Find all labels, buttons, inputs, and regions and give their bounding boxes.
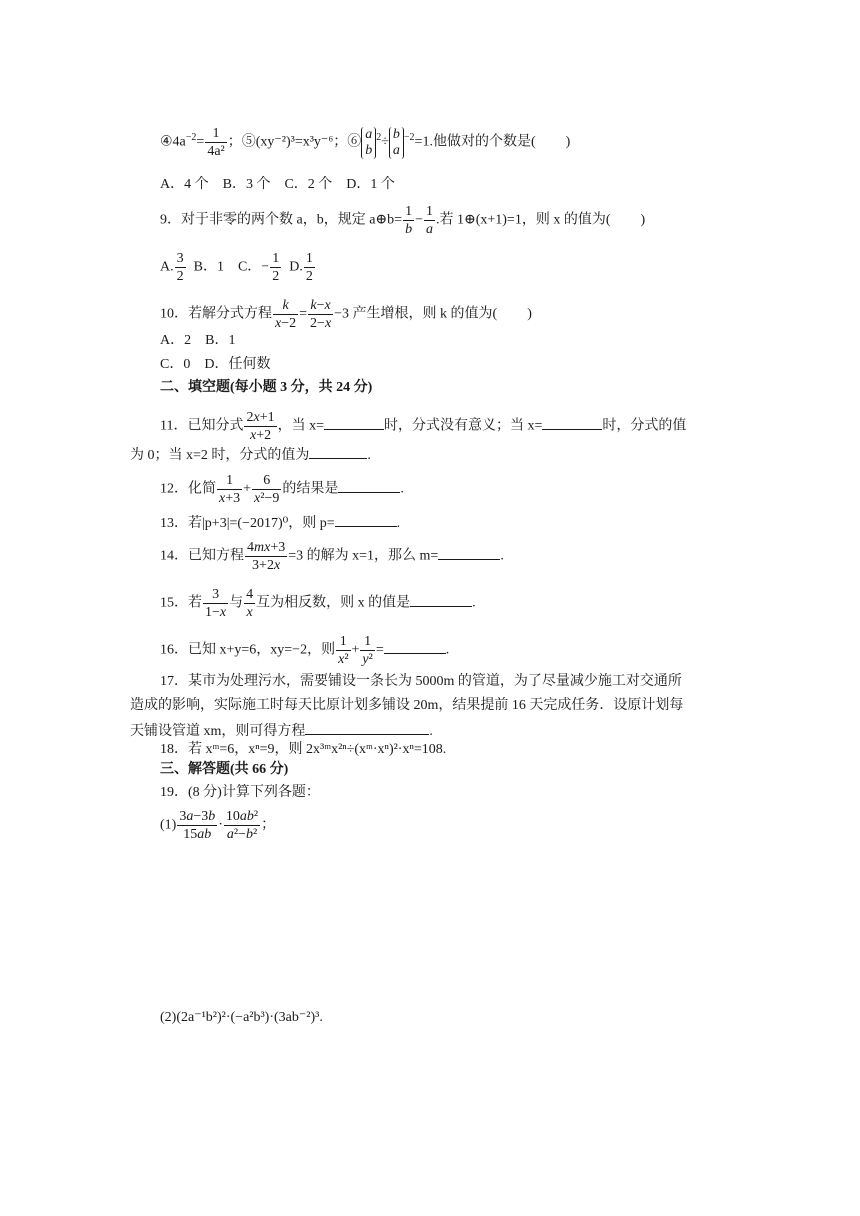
q9-opt-a: A.: [160, 259, 174, 275]
q11-text-4: 时，分式的值: [602, 418, 687, 434]
q13-line: [160, 512, 400, 534]
q19-part-1: (1) $\frac{3a-3b}{15ab}$ · $\frac{\text{10ab²}}{\text{a²−b²}}$ ；: [160, 809, 276, 842]
q15-frac-1: $\frac{3}{1-x}$: [205, 587, 227, 620]
q14-line: [160, 539, 504, 574]
q9-frac-1-2-d: $\frac{1}{2}$: [305, 251, 313, 284]
section-2-heading: 二、填空题(每小题 3 分，共 24 分): [160, 380, 373, 395]
q11-line-2: [130, 444, 371, 466]
q14-end: .: [500, 548, 504, 564]
q19-part-2: (2)(2a⁻¹b²)²·(−a²b³)·(3ab⁻²)³.: [160, 1010, 323, 1025]
q15-text: 15．若: [160, 595, 202, 611]
q8-item4-exp: −2: [185, 132, 197, 144]
q9-text: 9．对于非零的两个数 a，b，规定 a⊕b=: [160, 212, 403, 228]
q17-blank[interactable]: [305, 720, 429, 735]
q8-item4: ④4a: [160, 134, 186, 150]
q15-frac-2: $\frac{4}{x}$: [246, 587, 254, 620]
q8-close-paren: ): [565, 134, 571, 150]
q9-text-2: .若 1⊕(x+1)=1，则 x 的值为(: [435, 212, 611, 228]
frac-num: 1: [205, 125, 226, 143]
q9-opt-b-c: B．1 C．−: [193, 259, 270, 275]
q10-close-paren: ): [527, 306, 532, 322]
q12-text-2: 的结果是: [282, 481, 339, 497]
q19-part-1-label: (1): [160, 817, 177, 833]
q11-line-1: [160, 409, 686, 444]
q19-frac-2: $\frac{\text{10ab²}}{\text{a²−b²}}$: [225, 809, 259, 842]
q19-title: 19．(8 分)计算下列各题：: [160, 785, 320, 800]
q17-line-1: 17．某市为处理污水，需要铺设一条长为 5000m 的管道，为了尽量减少施工对交通所: [160, 674, 682, 689]
q9-frac-1a: $\frac{1}{a}$: [425, 204, 433, 237]
q11-blank-1[interactable]: [324, 415, 384, 430]
q8-fraction-1: [205, 125, 226, 160]
q14-text: 14．已知方程: [160, 548, 244, 564]
q11-blank-2[interactable]: [542, 415, 602, 430]
q11-text: 11．已知分式: [160, 418, 244, 434]
frac-den: 4a²: [207, 144, 225, 159]
q8-items-line: $④4a^{-2}=$ $\frac{1}{\text{4a²}}$ ；⑤(xy⁻²)³=x³y⁻⁶；⑥a $b^2\div b$ $a^{-2}=1$.他做对的个数是( ): [160, 126, 571, 159]
q12-frac-2: $\frac{6}{\text{x²−9}}$: [254, 473, 280, 506]
q16-frac-1: $\frac{1}{\text{x²}}$: [338, 634, 349, 667]
q14-blank[interactable]: [438, 545, 500, 560]
q11-text-2: ，当 x=: [277, 418, 325, 434]
q17-text: 天铺设管道 xm，则可得方程: [130, 724, 306, 739]
q11-end: .: [367, 448, 371, 463]
q10-text: 10．若解分式方程: [160, 306, 272, 322]
q9-frac-1-2: $\frac{1}{2}$: [272, 251, 280, 284]
q16-line: 16．已知 x+y=6，xy=−2，则 $\frac{1}{\text{x²}}$ + $\frac{1}{\text{y²}}$ = .: [160, 634, 450, 667]
q19-frac-1: $\frac{3a-3b}{15ab}$: [179, 809, 216, 842]
q10-options-1: A．2 B．1: [160, 333, 236, 348]
q15-text-2: 与: [229, 595, 244, 611]
q16-text: 16．已知 x+y=6，xy=−2，则: [160, 642, 336, 658]
q8-matrix-b-a: b a: [389, 127, 404, 159]
q11-text-5: 为 0；当 x=2 时，分式的值为: [130, 448, 310, 463]
q13-end: .: [396, 516, 401, 531]
q17-line-2: 造成的影响，实际施工时每天比原计划多铺设 20m，结果提前 16 天完成任务．设原计划每: [130, 698, 684, 713]
q19-part-1-end: ；: [261, 817, 276, 833]
q12-text: 12．化简: [160, 481, 216, 497]
q9-frac-1b: $\frac{1}{b}$: [405, 204, 413, 237]
q12-end: .: [400, 481, 404, 497]
q15-blank[interactable]: [410, 592, 472, 607]
q8-item5: ⑤(xy⁻²)³=x³y⁻⁶；⑥: [241, 134, 362, 150]
q10-frac-right: $\frac{k-x}{2-x}$: [310, 298, 332, 331]
q8-matrix-a-b: a b: [361, 127, 376, 159]
q9-opt-d: D.: [289, 259, 303, 275]
q16-end: .: [445, 642, 450, 658]
q11-text-3: 时，分式没有意义；当 x=: [384, 418, 543, 434]
q17-line-3: [130, 720, 433, 742]
q8-question: =1.他做对的个数是(: [414, 134, 536, 150]
q9-close-paren: ): [640, 212, 646, 228]
q10-text-2: −3 产生增根，则 k 的值为(: [334, 306, 498, 322]
q15-line: [160, 586, 476, 621]
section-3-heading: 三、解答题(共 66 分): [160, 762, 289, 777]
q8-options: A．4 个 B．3 个 C．2 个 D．1 个: [160, 177, 395, 192]
q12-blank[interactable]: [338, 478, 400, 493]
q15-end: .: [472, 595, 476, 611]
q12-line: 12．化简 $\frac{1}{x+3}$ + $\frac{6}{\text{x²−9}}$ 的结果是 .: [160, 473, 404, 506]
q18-line: 18．若 xᵐ=6，xⁿ=9，则 2x³ᵐx²ⁿ÷(xᵐ·xⁿ)²·xⁿ=108.: [160, 742, 447, 757]
q13-blank[interactable]: [335, 512, 397, 527]
q10-frac-left: $\frac{k}{x-2}$: [275, 298, 297, 331]
q16-text-2: =: [375, 642, 384, 658]
q12-frac-1: $\frac{1}{x+3}$: [219, 473, 241, 506]
q9-frac-3-2: $\frac{3}{2}$: [176, 251, 184, 284]
q10-line: 10．若解分式方程 $\frac{k}{x-2}$ = $\frac{k-x}{2-x}$ −3 产生增根，则 k 的值为( ): [160, 298, 532, 331]
q11-frac: $\frac{2x+1}{x+2}$: [246, 410, 275, 443]
q16-frac-2: $\frac{1}{\text{y²}}$: [362, 634, 373, 667]
q13-text: 13．若|p+3|=(−2017)⁰，则 p=: [160, 516, 335, 531]
q15-text-3: 互为相反数，则 x 的值是: [256, 595, 411, 611]
q9-line: 9．对于非零的两个数 a，b，规定 a⊕b= $\frac{1}{b}$ − $\frac{1}{a}$ .若 1⊕(x+1)=1，则 x 的值为( ): [160, 204, 646, 237]
q9-options: [160, 250, 316, 285]
q14-frac: $\frac{4mx+3}{3+2x}$: [247, 540, 286, 573]
q11-blank-3[interactable]: [309, 444, 367, 459]
q10-options-2: C．0 D．任何数: [160, 357, 271, 372]
q14-text-2: =3 的解为 x=1，那么 m=: [288, 548, 439, 564]
q17-end: .: [429, 724, 433, 739]
q16-blank[interactable]: [384, 639, 446, 654]
